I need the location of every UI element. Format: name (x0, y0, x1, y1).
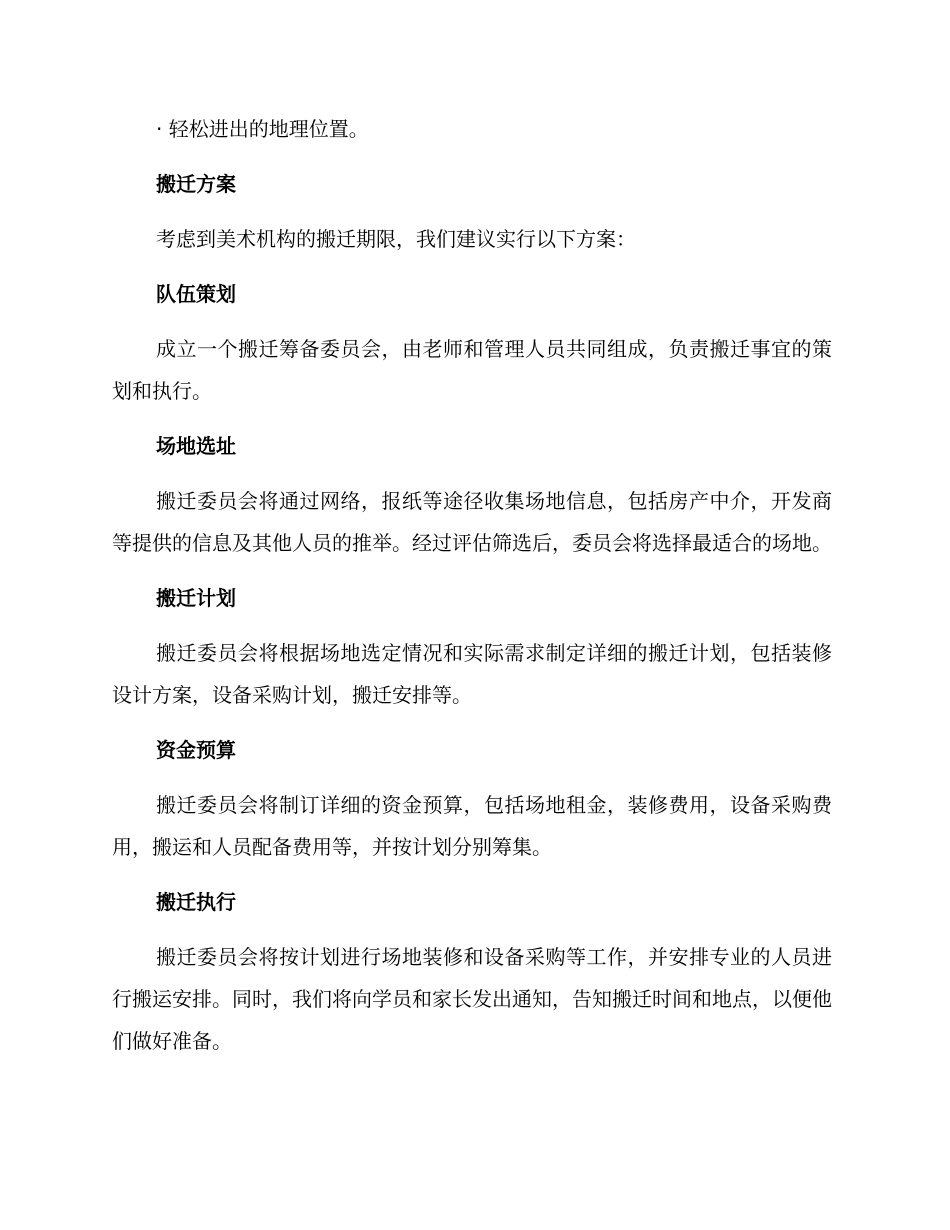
section-paragraph-team-planning: 成立一个搬迁筹备委员会，由老师和管理人员共同组成，负责搬迁事宜的策划和执行。 (112, 337, 832, 403)
section-heading-relocation-schedule: 搬迁计划 (156, 586, 236, 610)
section-heading-execution: 搬迁执行 (156, 890, 236, 914)
section-paragraph-site-selection: 搬迁委员会将通过网络，报纸等途径收集场地信息，包括房产中介，开发商等提供的信息及其他人员的推举。经过评估筛选后，委员会将选择最适合的场地。 (112, 489, 832, 555)
section-paragraph-relocation-plan: 考虑到美术机构的搬迁期限，我们建议实行以下方案： (156, 227, 636, 251)
section-paragraph-execution: 搬迁委员会将按计划进行场地装修和设备采购等工作，并安排专业的人员进行搬运安排。同时，我们将向学员和家长发出通知，告知搬迁时间和地点，以便他们做好准备。 (112, 945, 832, 1053)
section-paragraph-budget: 搬迁委员会将制订详细的资金预算，包括场地租金，装修费用，设备采购费用，搬运和人员配备费用等，并按计划分别筹集。 (112, 793, 832, 859)
document-body (112, 108, 832, 1075)
section-heading-relocation-plan: 搬迁方案 (156, 172, 236, 196)
section-paragraph-relocation-schedule: 搬迁委员会将根据场地选定情况和实际需求制定详细的搬迁计划，包括装修设计方案，设备采购计划，搬迁安排等。 (112, 641, 832, 707)
bullet-item-location: · 轻松进出的地理位置。 (156, 117, 369, 141)
section-heading-budget: 资金预算 (156, 738, 236, 762)
section-heading-site-selection: 场地选址 (156, 434, 236, 458)
section-heading-team-planning: 队伍策划 (156, 282, 236, 306)
